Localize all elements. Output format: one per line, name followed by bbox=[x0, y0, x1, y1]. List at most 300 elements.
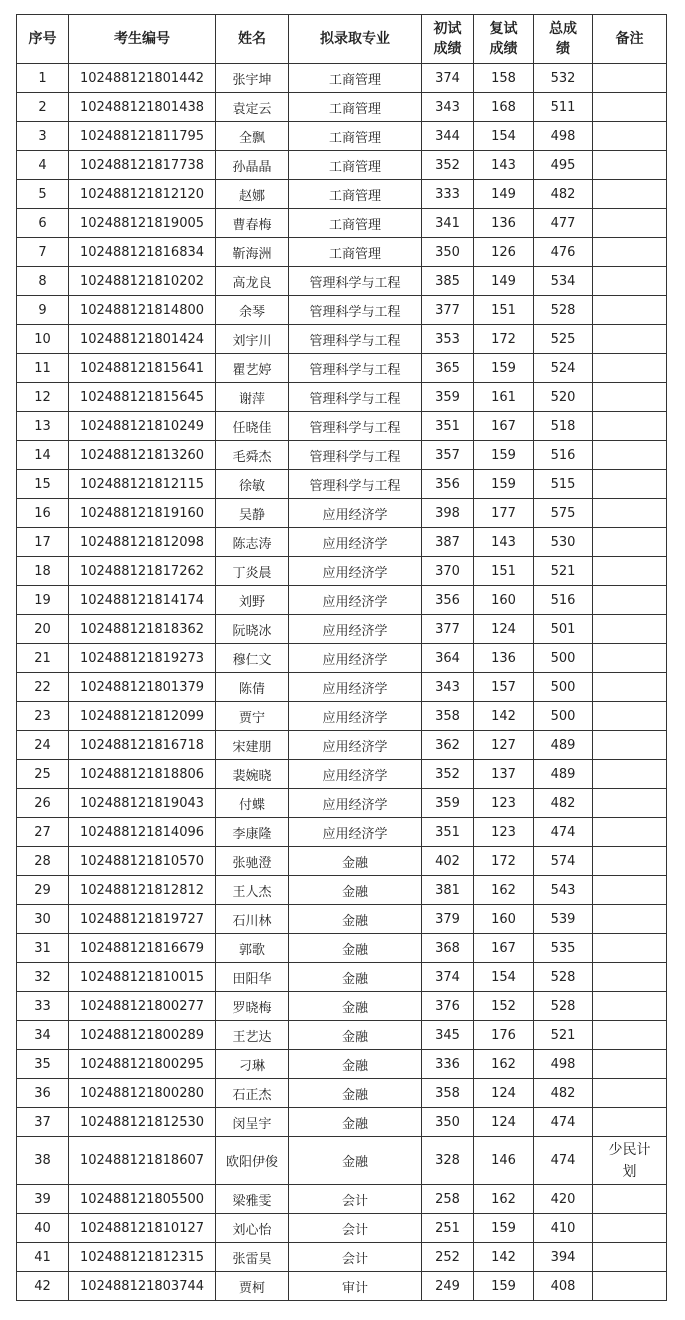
cell-major: 工商管理 bbox=[289, 209, 422, 238]
cell-initial-score: 357 bbox=[422, 441, 474, 470]
cell-initial-score: 345 bbox=[422, 1021, 474, 1050]
cell-remarks bbox=[593, 122, 667, 151]
cell-name: 张驰澄 bbox=[216, 847, 289, 876]
cell-retest-score: 126 bbox=[474, 238, 534, 267]
cell-name: 石川林 bbox=[216, 905, 289, 934]
cell-retest-score: 154 bbox=[474, 963, 534, 992]
header-major: 拟录取专业 bbox=[289, 15, 422, 64]
cell-major: 应用经济学 bbox=[289, 731, 422, 760]
cell-retest-score: 152 bbox=[474, 992, 534, 1021]
cell-remarks bbox=[593, 1108, 667, 1137]
table-row bbox=[17, 151, 667, 180]
cell-initial-score: 252 bbox=[422, 1243, 474, 1272]
cell-seq: 19 bbox=[17, 586, 69, 615]
cell-remarks bbox=[593, 151, 667, 180]
cell-retest-score: 172 bbox=[474, 325, 534, 354]
cell-seq: 32 bbox=[17, 963, 69, 992]
cell-remarks bbox=[593, 963, 667, 992]
cell-exam-id: 102488121817738 bbox=[69, 151, 216, 180]
cell-seq: 9 bbox=[17, 296, 69, 325]
cell-seq: 15 bbox=[17, 470, 69, 499]
cell-retest-score: 123 bbox=[474, 818, 534, 847]
header-total-score: 总成 绩 bbox=[534, 15, 593, 64]
cell-name: 阮晓冰 bbox=[216, 615, 289, 644]
cell-major: 工商管理 bbox=[289, 180, 422, 209]
cell-initial-score: 328 bbox=[422, 1137, 474, 1185]
cell-initial-score: 352 bbox=[422, 151, 474, 180]
cell-remarks bbox=[593, 209, 667, 238]
cell-remarks bbox=[593, 325, 667, 354]
cell-initial-score: 336 bbox=[422, 1050, 474, 1079]
cell-initial-score: 358 bbox=[422, 1079, 474, 1108]
cell-major: 工商管理 bbox=[289, 151, 422, 180]
cell-total-score: 474 bbox=[534, 1137, 593, 1185]
cell-exam-id: 102488121819043 bbox=[69, 789, 216, 818]
cell-seq: 11 bbox=[17, 354, 69, 383]
header-row bbox=[17, 15, 667, 64]
cell-remarks bbox=[593, 992, 667, 1021]
cell-remarks bbox=[593, 267, 667, 296]
admission-list-table bbox=[16, 14, 667, 1301]
cell-retest-score: 167 bbox=[474, 412, 534, 441]
cell-name: 罗晓梅 bbox=[216, 992, 289, 1021]
table-row bbox=[17, 760, 667, 789]
cell-initial-score: 359 bbox=[422, 383, 474, 412]
cell-name: 丁炎晨 bbox=[216, 557, 289, 586]
cell-major: 金融 bbox=[289, 1079, 422, 1108]
cell-seq: 27 bbox=[17, 818, 69, 847]
cell-total-score: 501 bbox=[534, 615, 593, 644]
cell-exam-id: 102488121815641 bbox=[69, 354, 216, 383]
cell-seq: 28 bbox=[17, 847, 69, 876]
cell-seq: 26 bbox=[17, 789, 69, 818]
cell-total-score: 521 bbox=[534, 1021, 593, 1050]
cell-exam-id: 102488121812812 bbox=[69, 876, 216, 905]
cell-name: 赵娜 bbox=[216, 180, 289, 209]
cell-seq: 6 bbox=[17, 209, 69, 238]
cell-exam-id: 102488121803744 bbox=[69, 1272, 216, 1301]
cell-exam-id: 102488121816718 bbox=[69, 731, 216, 760]
table-row bbox=[17, 731, 667, 760]
cell-remarks bbox=[593, 1214, 667, 1243]
cell-seq: 29 bbox=[17, 876, 69, 905]
cell-total-score: 528 bbox=[534, 296, 593, 325]
cell-seq: 16 bbox=[17, 499, 69, 528]
cell-retest-score: 160 bbox=[474, 586, 534, 615]
cell-remarks bbox=[593, 383, 667, 412]
cell-initial-score: 377 bbox=[422, 615, 474, 644]
cell-retest-score: 177 bbox=[474, 499, 534, 528]
cell-exam-id: 102488121814174 bbox=[69, 586, 216, 615]
cell-initial-score: 351 bbox=[422, 818, 474, 847]
cell-remarks bbox=[593, 238, 667, 267]
cell-major: 应用经济学 bbox=[289, 789, 422, 818]
cell-total-score: 500 bbox=[534, 702, 593, 731]
cell-name: 闵呈宇 bbox=[216, 1108, 289, 1137]
cell-name: 贾柯 bbox=[216, 1272, 289, 1301]
cell-exam-id: 102488121815645 bbox=[69, 383, 216, 412]
table-row bbox=[17, 1243, 667, 1272]
cell-total-score: 482 bbox=[534, 789, 593, 818]
table-row bbox=[17, 1137, 667, 1185]
cell-retest-score: 159 bbox=[474, 441, 534, 470]
cell-remarks bbox=[593, 731, 667, 760]
cell-initial-score: 362 bbox=[422, 731, 474, 760]
table-row bbox=[17, 1214, 667, 1243]
cell-exam-id: 102488121817262 bbox=[69, 557, 216, 586]
cell-remarks bbox=[593, 1272, 667, 1301]
cell-retest-score: 159 bbox=[474, 470, 534, 499]
cell-name: 田阳华 bbox=[216, 963, 289, 992]
cell-major: 应用经济学 bbox=[289, 586, 422, 615]
cell-remarks bbox=[593, 847, 667, 876]
table-row bbox=[17, 267, 667, 296]
cell-total-score: 515 bbox=[534, 470, 593, 499]
cell-total-score: 498 bbox=[534, 122, 593, 151]
cell-name: 梁雅雯 bbox=[216, 1185, 289, 1214]
table-row bbox=[17, 441, 667, 470]
cell-retest-score: 162 bbox=[474, 1185, 534, 1214]
table-row bbox=[17, 1108, 667, 1137]
cell-seq: 13 bbox=[17, 412, 69, 441]
cell-total-score: 525 bbox=[534, 325, 593, 354]
table-row bbox=[17, 412, 667, 441]
cell-seq: 14 bbox=[17, 441, 69, 470]
cell-remarks bbox=[593, 296, 667, 325]
cell-seq: 8 bbox=[17, 267, 69, 296]
cell-seq: 23 bbox=[17, 702, 69, 731]
cell-total-score: 511 bbox=[534, 93, 593, 122]
cell-total-score: 410 bbox=[534, 1214, 593, 1243]
table-row bbox=[17, 615, 667, 644]
cell-remarks bbox=[593, 644, 667, 673]
cell-exam-id: 102488121818362 bbox=[69, 615, 216, 644]
cell-total-score: 535 bbox=[534, 934, 593, 963]
table-row bbox=[17, 992, 667, 1021]
cell-total-score: 482 bbox=[534, 180, 593, 209]
cell-initial-score: 402 bbox=[422, 847, 474, 876]
cell-retest-score: 159 bbox=[474, 354, 534, 383]
cell-retest-score: 124 bbox=[474, 1108, 534, 1137]
cell-major: 会计 bbox=[289, 1185, 422, 1214]
cell-remarks bbox=[593, 1243, 667, 1272]
cell-seq: 41 bbox=[17, 1243, 69, 1272]
cell-major: 应用经济学 bbox=[289, 760, 422, 789]
cell-initial-score: 398 bbox=[422, 499, 474, 528]
cell-exam-id: 102488121818607 bbox=[69, 1137, 216, 1185]
cell-retest-score: 158 bbox=[474, 64, 534, 93]
table-row bbox=[17, 499, 667, 528]
cell-retest-score: 137 bbox=[474, 760, 534, 789]
cell-exam-id: 102488121800295 bbox=[69, 1050, 216, 1079]
table-row bbox=[17, 847, 667, 876]
cell-retest-score: 172 bbox=[474, 847, 534, 876]
cell-initial-score: 251 bbox=[422, 1214, 474, 1243]
cell-exam-id: 102488121810202 bbox=[69, 267, 216, 296]
table-row bbox=[17, 673, 667, 702]
cell-name: 王艺达 bbox=[216, 1021, 289, 1050]
cell-name: 陈志涛 bbox=[216, 528, 289, 557]
cell-seq: 17 bbox=[17, 528, 69, 557]
cell-name: 陈倩 bbox=[216, 673, 289, 702]
cell-seq: 5 bbox=[17, 180, 69, 209]
cell-total-score: 476 bbox=[534, 238, 593, 267]
cell-exam-id: 102488121800280 bbox=[69, 1079, 216, 1108]
table-row bbox=[17, 586, 667, 615]
table-row bbox=[17, 325, 667, 354]
cell-name: 张雷昊 bbox=[216, 1243, 289, 1272]
cell-retest-score: 151 bbox=[474, 557, 534, 586]
cell-retest-score: 159 bbox=[474, 1214, 534, 1243]
cell-initial-score: 381 bbox=[422, 876, 474, 905]
table-row bbox=[17, 1079, 667, 1108]
cell-retest-score: 142 bbox=[474, 1243, 534, 1272]
table-row bbox=[17, 93, 667, 122]
cell-retest-score: 168 bbox=[474, 93, 534, 122]
cell-total-score: 516 bbox=[534, 586, 593, 615]
cell-remarks bbox=[593, 64, 667, 93]
cell-name: 瞿艺婷 bbox=[216, 354, 289, 383]
cell-initial-score: 356 bbox=[422, 470, 474, 499]
cell-exam-id: 102488121800277 bbox=[69, 992, 216, 1021]
cell-exam-id: 102488121812099 bbox=[69, 702, 216, 731]
cell-exam-id: 102488121819273 bbox=[69, 644, 216, 673]
cell-exam-id: 102488121801379 bbox=[69, 673, 216, 702]
cell-seq: 31 bbox=[17, 934, 69, 963]
cell-total-score: 524 bbox=[534, 354, 593, 383]
cell-total-score: 474 bbox=[534, 1108, 593, 1137]
cell-name: 王人杰 bbox=[216, 876, 289, 905]
cell-name: 刘宇川 bbox=[216, 325, 289, 354]
cell-major: 管理科学与工程 bbox=[289, 470, 422, 499]
cell-retest-score: 143 bbox=[474, 151, 534, 180]
cell-major: 工商管理 bbox=[289, 122, 422, 151]
cell-initial-score: 352 bbox=[422, 760, 474, 789]
table-row bbox=[17, 644, 667, 673]
cell-initial-score: 376 bbox=[422, 992, 474, 1021]
cell-exam-id: 102488121812315 bbox=[69, 1243, 216, 1272]
table-row bbox=[17, 528, 667, 557]
cell-retest-score: 124 bbox=[474, 615, 534, 644]
cell-name: 曹春梅 bbox=[216, 209, 289, 238]
cell-remarks bbox=[593, 934, 667, 963]
cell-exam-id: 102488121812115 bbox=[69, 470, 216, 499]
cell-initial-score: 377 bbox=[422, 296, 474, 325]
cell-remarks bbox=[593, 470, 667, 499]
cell-name: 穆仁文 bbox=[216, 644, 289, 673]
cell-name: 吴静 bbox=[216, 499, 289, 528]
cell-initial-score: 387 bbox=[422, 528, 474, 557]
cell-retest-score: 167 bbox=[474, 934, 534, 963]
cell-remarks bbox=[593, 180, 667, 209]
cell-major: 管理科学与工程 bbox=[289, 441, 422, 470]
cell-total-score: 408 bbox=[534, 1272, 593, 1301]
cell-retest-score: 142 bbox=[474, 702, 534, 731]
cell-exam-id: 102488121819160 bbox=[69, 499, 216, 528]
table-row bbox=[17, 470, 667, 499]
cell-exam-id: 102488121810249 bbox=[69, 412, 216, 441]
table-row bbox=[17, 557, 667, 586]
cell-total-score: 474 bbox=[534, 818, 593, 847]
cell-total-score: 543 bbox=[534, 876, 593, 905]
cell-remarks bbox=[593, 586, 667, 615]
cell-remarks bbox=[593, 876, 667, 905]
cell-major: 金融 bbox=[289, 1050, 422, 1079]
cell-remarks bbox=[593, 818, 667, 847]
table-row bbox=[17, 1272, 667, 1301]
cell-major: 管理科学与工程 bbox=[289, 354, 422, 383]
cell-exam-id: 102488121805500 bbox=[69, 1185, 216, 1214]
cell-retest-score: 149 bbox=[474, 180, 534, 209]
table-row bbox=[17, 383, 667, 412]
table-row bbox=[17, 209, 667, 238]
cell-retest-score: 162 bbox=[474, 1050, 534, 1079]
cell-major: 应用经济学 bbox=[289, 499, 422, 528]
cell-retest-score: 151 bbox=[474, 296, 534, 325]
cell-retest-score: 157 bbox=[474, 673, 534, 702]
cell-major: 应用经济学 bbox=[289, 673, 422, 702]
cell-major: 金融 bbox=[289, 905, 422, 934]
cell-major: 应用经济学 bbox=[289, 644, 422, 673]
cell-major: 管理科学与工程 bbox=[289, 383, 422, 412]
cell-initial-score: 258 bbox=[422, 1185, 474, 1214]
table-row bbox=[17, 963, 667, 992]
cell-remarks bbox=[593, 1079, 667, 1108]
cell-name: 李康隆 bbox=[216, 818, 289, 847]
cell-seq: 12 bbox=[17, 383, 69, 412]
cell-major: 金融 bbox=[289, 1108, 422, 1137]
table-row bbox=[17, 354, 667, 383]
cell-initial-score: 343 bbox=[422, 93, 474, 122]
cell-exam-id: 102488121812098 bbox=[69, 528, 216, 557]
cell-total-score: 489 bbox=[534, 731, 593, 760]
cell-total-score: 530 bbox=[534, 528, 593, 557]
cell-initial-score: 249 bbox=[422, 1272, 474, 1301]
cell-remarks bbox=[593, 499, 667, 528]
cell-major: 金融 bbox=[289, 963, 422, 992]
cell-remarks bbox=[593, 760, 667, 789]
cell-seq: 22 bbox=[17, 673, 69, 702]
cell-name: 宋建朋 bbox=[216, 731, 289, 760]
cell-total-score: 500 bbox=[534, 644, 593, 673]
cell-remarks bbox=[593, 528, 667, 557]
cell-total-score: 489 bbox=[534, 760, 593, 789]
cell-exam-id: 102488121801438 bbox=[69, 93, 216, 122]
cell-initial-score: 379 bbox=[422, 905, 474, 934]
cell-initial-score: 343 bbox=[422, 673, 474, 702]
cell-remarks bbox=[593, 905, 667, 934]
cell-seq: 42 bbox=[17, 1272, 69, 1301]
cell-seq: 20 bbox=[17, 615, 69, 644]
cell-retest-score: 161 bbox=[474, 383, 534, 412]
cell-remarks bbox=[593, 93, 667, 122]
cell-retest-score: 143 bbox=[474, 528, 534, 557]
cell-total-score: 394 bbox=[534, 1243, 593, 1272]
cell-seq: 7 bbox=[17, 238, 69, 267]
table-row bbox=[17, 934, 667, 963]
cell-initial-score: 368 bbox=[422, 934, 474, 963]
cell-total-score: 477 bbox=[534, 209, 593, 238]
cell-total-score: 574 bbox=[534, 847, 593, 876]
cell-remarks: 少民计 划 bbox=[593, 1137, 667, 1185]
cell-major: 应用经济学 bbox=[289, 528, 422, 557]
cell-total-score: 528 bbox=[534, 963, 593, 992]
cell-name: 袁定云 bbox=[216, 93, 289, 122]
table-row bbox=[17, 1185, 667, 1214]
table-row bbox=[17, 64, 667, 93]
cell-major: 金融 bbox=[289, 1137, 422, 1185]
cell-seq: 40 bbox=[17, 1214, 69, 1243]
header-exam-id: 考生编号 bbox=[69, 15, 216, 64]
cell-seq: 1 bbox=[17, 64, 69, 93]
cell-major: 审计 bbox=[289, 1272, 422, 1301]
cell-total-score: 539 bbox=[534, 905, 593, 934]
cell-name: 刘野 bbox=[216, 586, 289, 615]
cell-name: 张宇坤 bbox=[216, 64, 289, 93]
header-retest-score: 复试 成绩 bbox=[474, 15, 534, 64]
cell-retest-score: 154 bbox=[474, 122, 534, 151]
cell-initial-score: 344 bbox=[422, 122, 474, 151]
cell-major: 会计 bbox=[289, 1214, 422, 1243]
cell-seq: 33 bbox=[17, 992, 69, 1021]
cell-name: 付蝶 bbox=[216, 789, 289, 818]
cell-name: 石正杰 bbox=[216, 1079, 289, 1108]
cell-initial-score: 353 bbox=[422, 325, 474, 354]
cell-exam-id: 102488121814096 bbox=[69, 818, 216, 847]
cell-seq: 24 bbox=[17, 731, 69, 760]
cell-initial-score: 374 bbox=[422, 64, 474, 93]
cell-name: 刘心怡 bbox=[216, 1214, 289, 1243]
cell-total-score: 516 bbox=[534, 441, 593, 470]
cell-total-score: 420 bbox=[534, 1185, 593, 1214]
cell-exam-id: 102488121819005 bbox=[69, 209, 216, 238]
cell-remarks bbox=[593, 1021, 667, 1050]
cell-initial-score: 364 bbox=[422, 644, 474, 673]
cell-retest-score: 176 bbox=[474, 1021, 534, 1050]
table-row bbox=[17, 296, 667, 325]
cell-exam-id: 102488121816834 bbox=[69, 238, 216, 267]
cell-exam-id: 102488121810570 bbox=[69, 847, 216, 876]
cell-retest-score: 136 bbox=[474, 209, 534, 238]
cell-seq: 37 bbox=[17, 1108, 69, 1137]
cell-total-score: 521 bbox=[534, 557, 593, 586]
cell-seq: 4 bbox=[17, 151, 69, 180]
table-row bbox=[17, 789, 667, 818]
cell-total-score: 518 bbox=[534, 412, 593, 441]
cell-major: 金融 bbox=[289, 847, 422, 876]
cell-remarks bbox=[593, 354, 667, 383]
cell-initial-score: 370 bbox=[422, 557, 474, 586]
cell-total-score: 528 bbox=[534, 992, 593, 1021]
cell-retest-score: 159 bbox=[474, 1272, 534, 1301]
cell-exam-id: 102488121819727 bbox=[69, 905, 216, 934]
table-row bbox=[17, 905, 667, 934]
cell-seq: 2 bbox=[17, 93, 69, 122]
table-row bbox=[17, 876, 667, 905]
cell-total-score: 534 bbox=[534, 267, 593, 296]
table-row bbox=[17, 1021, 667, 1050]
cell-seq: 39 bbox=[17, 1185, 69, 1214]
cell-name: 靳海洲 bbox=[216, 238, 289, 267]
cell-major: 应用经济学 bbox=[289, 615, 422, 644]
header-seq: 序号 bbox=[17, 15, 69, 64]
cell-initial-score: 341 bbox=[422, 209, 474, 238]
cell-exam-id: 102488121814800 bbox=[69, 296, 216, 325]
cell-retest-score: 123 bbox=[474, 789, 534, 818]
cell-exam-id: 102488121810127 bbox=[69, 1214, 216, 1243]
cell-total-score: 575 bbox=[534, 499, 593, 528]
cell-major: 应用经济学 bbox=[289, 818, 422, 847]
